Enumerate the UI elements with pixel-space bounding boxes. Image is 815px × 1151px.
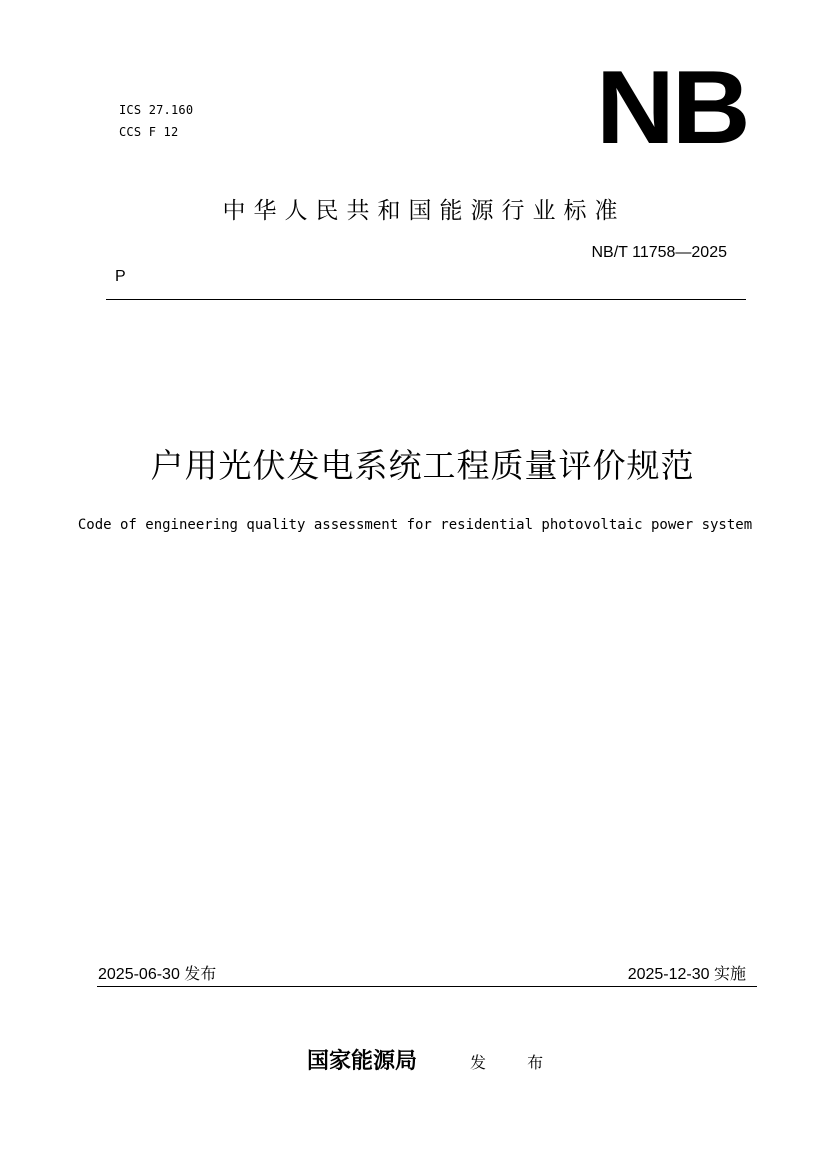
- standard-number: NB/T 11758—2025: [591, 244, 727, 261]
- nb-logo: NB: [596, 50, 748, 166]
- publisher-name: 国家能源局: [307, 1049, 418, 1074]
- standard-type-heading: 中华人民共和国能源行业标准: [222, 198, 626, 224]
- issue-date: 2025-06-30 发布: [98, 966, 217, 983]
- top-divider: [106, 299, 746, 300]
- professional-classification: P: [115, 268, 126, 285]
- document-title-chinese: 户用光伏发电系统工程质量评价规范: [150, 446, 695, 485]
- ics-code: ICS 27.160: [119, 103, 194, 117]
- bottom-divider: [97, 986, 757, 987]
- implementation-date: 2025-12-30 实施: [627, 966, 746, 983]
- document-title-english: Code of engineering quality assessment for residential photovoltaic power system: [77, 517, 753, 533]
- publish-label: 发 布: [470, 1053, 562, 1072]
- ccs-code: CCS F 12: [119, 125, 179, 139]
